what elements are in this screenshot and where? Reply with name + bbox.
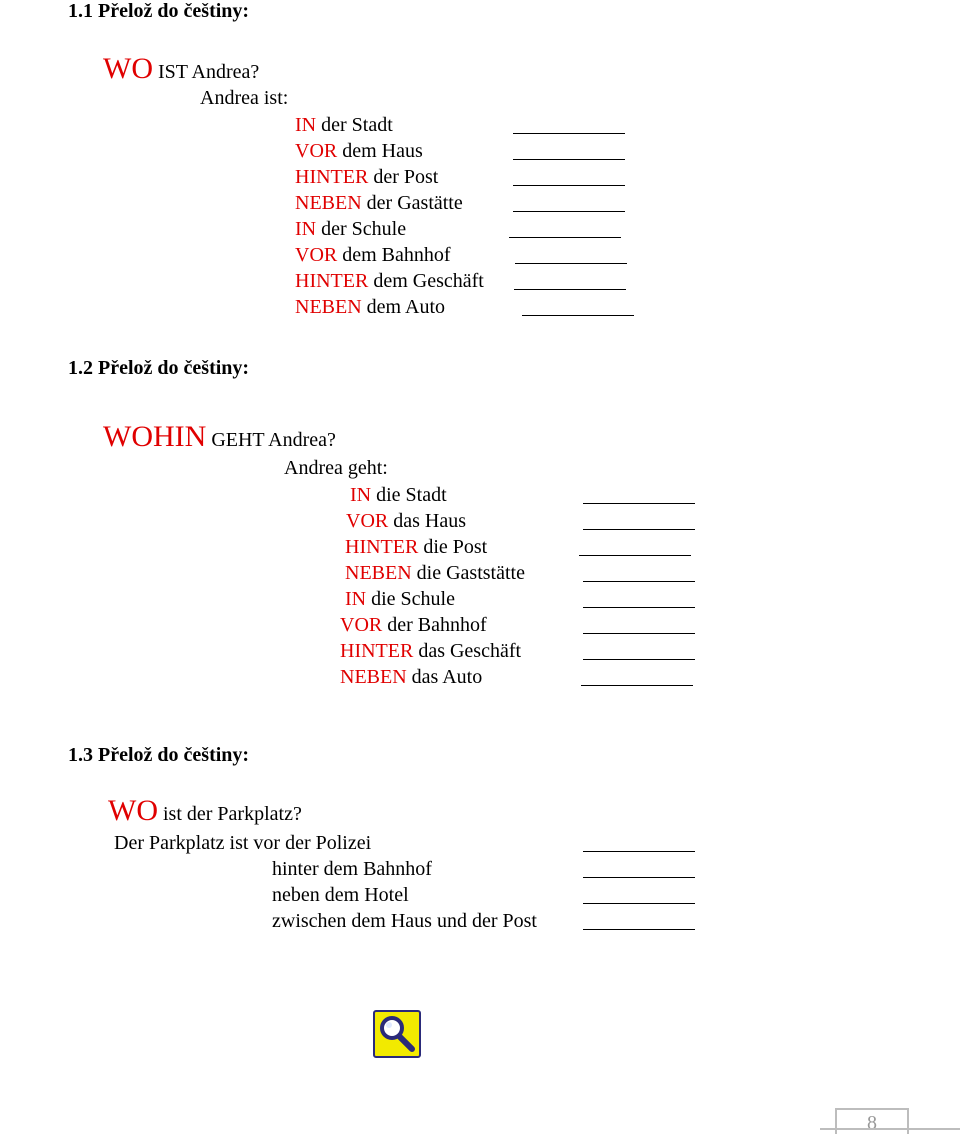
answer-blank[interactable] (513, 211, 625, 212)
section-2-intro: Andrea geht: (284, 457, 388, 479)
question-rest: ist der Parkplatz? (162, 803, 302, 825)
section-3-line: neben dem Hotel (272, 884, 409, 906)
section-2-item: VOR der Bahnhof (340, 614, 487, 636)
question-rest: GEHT Andrea? (211, 429, 336, 451)
answer-blank[interactable] (509, 237, 621, 238)
answer-blank[interactable] (515, 263, 627, 264)
section-2-item: HINTER die Post (345, 536, 488, 558)
answer-blank[interactable] (522, 315, 634, 316)
section-3-line: zwischen dem Haus und der Post (272, 910, 537, 932)
answer-blank[interactable] (579, 555, 691, 556)
section-1-item: HINTER der Post (295, 166, 439, 188)
section-2-item: IN die Stadt (350, 484, 447, 506)
answer-blank[interactable] (583, 581, 695, 582)
question-word: WOHIN (103, 420, 207, 453)
section-1-heading: 1.1 Přelož do češtiny: (68, 0, 250, 22)
question-rest: IST Andrea? (157, 61, 260, 83)
answer-blank[interactable] (583, 903, 695, 904)
section-1-item: NEBEN dem Auto (295, 296, 446, 318)
section-1-item: IN der Stadt (295, 114, 393, 136)
section-2-item: NEBEN das Auto (340, 666, 483, 688)
section-3-heading: 1.3 Přelož do češtiny: (68, 744, 250, 766)
answer-blank[interactable] (583, 633, 695, 634)
question-word: WO (103, 52, 153, 85)
answer-blank[interactable] (583, 929, 695, 930)
section-2-item: IN die Schule (345, 588, 455, 610)
section-1-item: IN der Schule (295, 218, 407, 240)
section-3-line: Der Parkplatz ist vor der Polizei (114, 832, 372, 854)
question-word: WO (108, 794, 158, 827)
answer-blank[interactable] (513, 133, 625, 134)
answer-blank[interactable] (583, 851, 695, 852)
answer-blank[interactable] (514, 289, 626, 290)
section-2-item: NEBEN die Gaststätte (345, 562, 525, 584)
section-1-item: VOR dem Bahnhof (295, 244, 451, 266)
section-3-line: hinter dem Bahnhof (272, 858, 432, 880)
page-number: 8 (867, 1112, 877, 1134)
section-2-heading: 1.2 Přelož do češtiny: (68, 357, 250, 379)
page-number-box (835, 1108, 909, 1134)
answer-blank[interactable] (513, 185, 625, 186)
magnifier-icon[interactable] (373, 1010, 421, 1058)
section-1-intro: Andrea ist: (200, 87, 289, 109)
section-2-item: VOR das Haus (346, 510, 466, 532)
section-1-item: VOR dem Haus (295, 140, 423, 162)
section-1-question (103, 52, 259, 86)
section-1-item: NEBEN der Gastätte (295, 192, 463, 214)
answer-blank[interactable] (513, 159, 625, 160)
answer-blank[interactable] (581, 685, 693, 686)
answer-blank[interactable] (583, 659, 695, 660)
answer-blank[interactable] (583, 529, 695, 530)
section-2-item: HINTER das Geschäft (340, 640, 522, 662)
section-3-question (108, 794, 302, 828)
section-1-item: HINTER dem Geschäft (295, 270, 484, 292)
page-footer-rule (820, 1128, 960, 1130)
section-2-question (103, 420, 336, 454)
answer-blank[interactable] (583, 607, 695, 608)
answer-blank[interactable] (583, 503, 695, 504)
answer-blank[interactable] (583, 877, 695, 878)
